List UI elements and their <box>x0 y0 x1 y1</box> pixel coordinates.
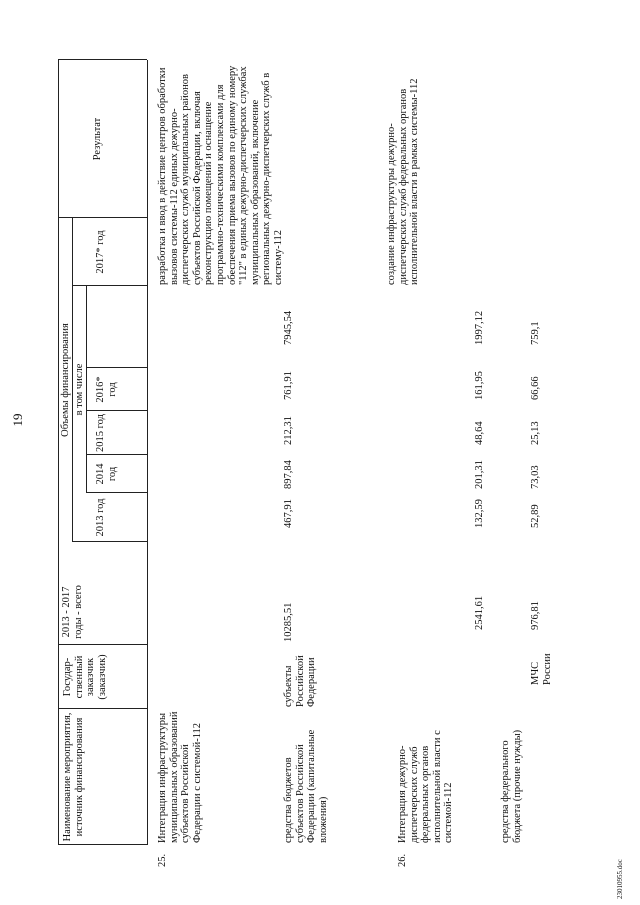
cell-2016: 161,95 <box>474 371 485 400</box>
header-2014: 2014 год <box>95 463 118 485</box>
cell-2014: 897,84 <box>283 460 294 489</box>
header-2015: 2015 год <box>95 414 106 452</box>
cell-2017: 1997,12 <box>474 310 485 345</box>
cell-total: 10285,51 <box>283 602 294 642</box>
header-total: 2013 - 2017 годы - всего <box>61 585 84 639</box>
cell-2013: 467,91 <box>283 499 294 528</box>
cell-2016: 66,66 <box>530 376 541 400</box>
header-volumes: Объемы финансирования <box>60 323 71 437</box>
cell-total: 976,81 <box>530 601 541 630</box>
row-name: Интеграция инфраструктуры муниципальных образований субъектов Российской Федерации с системой-112 <box>157 711 203 843</box>
row-result: создание инфраструктуры дежурно-диспетчерских служб федеральных органов исполнительной власти в рамках системы-112 <box>386 78 421 285</box>
header-name: Наименование мероприятия, источник финансирования <box>62 712 85 842</box>
row-name: средства федерального бюджета (прочие нужды) <box>500 729 523 843</box>
row-number: 26. <box>397 853 408 867</box>
cell-2016: 761,91 <box>283 371 294 400</box>
cell-2013: 52,89 <box>530 504 541 528</box>
row-number: 25. <box>157 853 168 867</box>
row-result: разработка и ввод в действие центров обработки вызовов системы-112 единых дежурно-диспетчерских служб муниципальных районов субъектов Российской Федерации, включая реконструкцию помещений и оснащение программно-техническими комплексами для обеспечения приема вызовов по единому номеру "112" в единых дежурно-диспетчерских службах муниципальных образований, включение региональных дежурно-диспетчерских служб в систему-112 <box>157 65 284 285</box>
page-number: 19 <box>10 413 25 427</box>
footer-file-code: 23010955.doc <box>616 859 624 899</box>
row-customer: МЧС России <box>530 653 553 685</box>
header-2017: 2017* год <box>95 230 106 274</box>
header-including: в том числе <box>74 363 85 416</box>
header-customer: Государ-ственный заказчик (заказчик) <box>62 654 108 700</box>
cell-2014: 73,03 <box>530 465 541 489</box>
header-result: Результат <box>92 117 103 161</box>
row-customer: субъекты Российской Федерации <box>283 655 318 707</box>
header-2013: 2013 год <box>95 498 106 537</box>
cell-2015: 25,13 <box>530 421 541 445</box>
cell-2014: 201,31 <box>474 460 485 489</box>
cell-2017: 759,1 <box>530 321 541 345</box>
row-name: Интеграция дежурно-диспетчерских служб федеральных органов исполнительной власти с системой-112 <box>397 730 455 843</box>
cell-2013: 132,59 <box>474 499 485 528</box>
row-name: средства бюджетов субъектов Российской Федерации (капитальные вложения) <box>283 729 329 843</box>
cell-2015: 212,31 <box>283 416 294 445</box>
cell-total: 2541,61 <box>474 595 485 630</box>
header-2016: 2016* год <box>95 376 118 403</box>
cell-2017: 7945,54 <box>283 310 294 345</box>
cell-2015: 48,64 <box>474 421 485 445</box>
